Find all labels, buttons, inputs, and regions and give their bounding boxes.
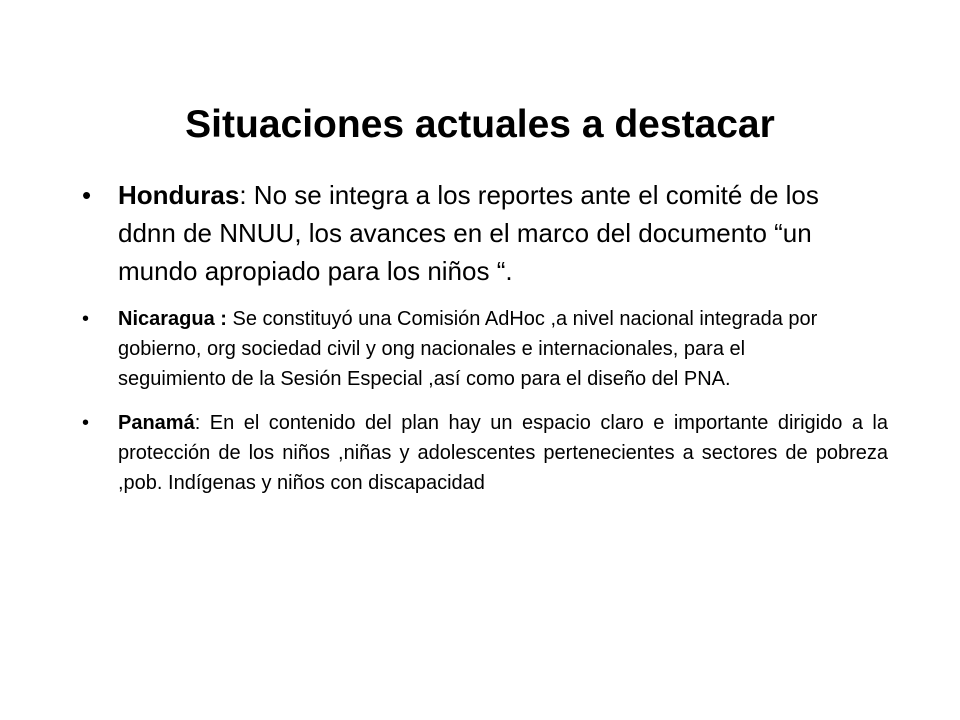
slide-title: Situaciones actuales a destacar	[185, 103, 775, 146]
bullet-dot: •	[82, 308, 90, 330]
bullet-label: Nicaragua :	[118, 308, 227, 330]
bullet-label: Honduras	[118, 180, 240, 210]
bullet-dot: •	[82, 412, 90, 434]
bullet-separator: :	[194, 412, 210, 434]
bullet-honduras	[82, 176, 853, 290]
bullet-dot: •	[82, 180, 92, 210]
bullet-text: En el contenido del plan hay un espacio claro e importante dirigido a la protección de los niños ,niñas y adolescentes pertenecientes a sectores de pobreza ,pob. Indígenas y niños con discapacidad	[118, 412, 888, 494]
bullet-label: Panamá	[118, 412, 195, 434]
bullet-panama	[82, 408, 888, 498]
bullet-separator: :	[239, 180, 254, 210]
bullet-list	[82, 176, 888, 498]
bullet-nicaragua	[82, 304, 828, 394]
bullet-text: No se integra a los reportes ante el comité de los ddnn de NNUU, los avances en el marco del documento “un mundo apropiado para los niños “.	[118, 180, 819, 286]
bullet-text: Se constituyó una Comisión AdHoc ,a nivel nacional integrada por gobierno, org sociedad civil y ong nacionales e internacionales, para el seguimiento de la Sesión Especial ,así como para el diseño del PNA.	[118, 308, 818, 390]
